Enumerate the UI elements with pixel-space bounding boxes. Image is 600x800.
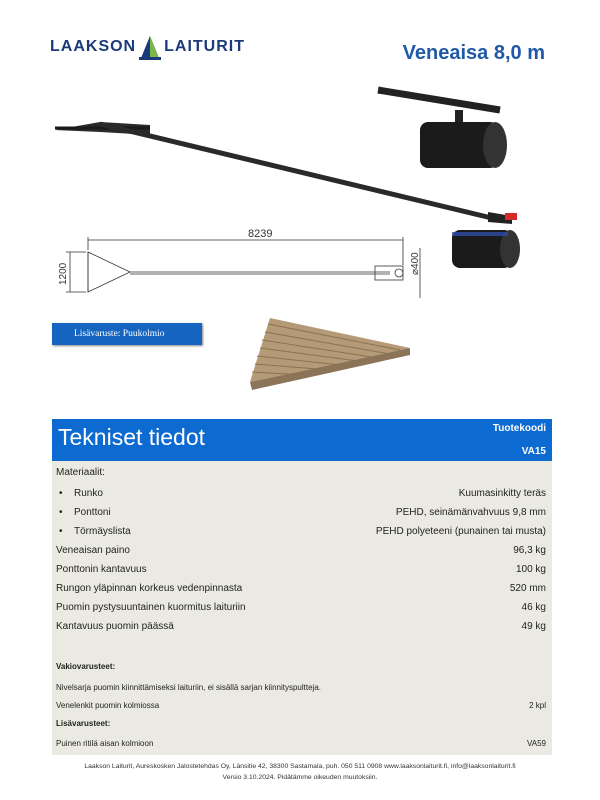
- materials-row: • Törmäyslista PEHD polyeteeni (punainen tai musta): [56, 522, 546, 541]
- bullet-icon: •: [59, 526, 63, 537]
- technical-drawing: [66, 237, 420, 298]
- length-dimension: 8239: [248, 228, 273, 240]
- logo-word-1: LAAKSON: [50, 38, 137, 55]
- bullet-icon: •: [59, 488, 63, 499]
- product-code: VA15: [521, 446, 546, 457]
- pontoon-detail: [378, 90, 507, 168]
- standard-item: Venelenkit puomin kolmiossa 2 kpl: [56, 701, 546, 710]
- standard-item: Nivelsarja puomin kiinnittämiseksi laituriin, ei sisällä sarjan kiinnityspultteja.: [56, 683, 321, 692]
- product-title: Veneaisa 8,0 m: [402, 42, 545, 64]
- width-dimension: 1200: [58, 262, 69, 285]
- standard-equipment-heading: Vakiovarusteet:: [56, 662, 116, 671]
- spec-row: Veneaisan paino 96,3 kg: [56, 545, 546, 556]
- tech-specs-header: [52, 419, 552, 461]
- pontoon-front: [452, 230, 520, 268]
- boom-3d-render: [55, 90, 520, 268]
- tech-specs-heading: Tekniset tiedot: [58, 424, 206, 450]
- tech-specs-panel: [52, 461, 552, 755]
- materials-row: • Runko Kuumasinkitty teräs: [56, 484, 546, 503]
- spec-row: Kantavuus puomin päässä 49 kg: [56, 621, 546, 632]
- footer-contact: Laakson Laiturit, Aureskosken Jalostetehdas Oy, Länsitie 42, 38300 Sastamala, puh. 050 511 0908 www.laaksonlaiturit.fi, info@laaksonlaiturit.fi: [84, 763, 516, 770]
- company-logo: [50, 30, 245, 64]
- spec-row: Ponttonin kantavuus 100 kg: [56, 564, 546, 575]
- product-code-label: Tuotekoodi: [492, 423, 546, 434]
- extras-item: Puinen ritilä aisan kolmioon VA59: [56, 739, 546, 748]
- wooden-triangle-image: [240, 310, 420, 410]
- accessory-tag: Lisävaruste: Puukolmio: [52, 323, 202, 345]
- spec-row: Rungon yläpinnan korkeus vedenpinnasta 520 mm: [56, 583, 546, 594]
- logo-mark-icon: [139, 34, 161, 60]
- bullet-icon: •: [59, 507, 63, 518]
- materials-row: • Ponttoni PEHD, seinämänvahvuus 9,8 mm: [56, 503, 546, 522]
- extras-heading: Lisävarusteet:: [56, 719, 111, 728]
- diameter-dimension: ⌀400: [410, 252, 421, 275]
- spec-row: Puomin pystysuuntainen kuormitus laituriin 46 kg: [56, 602, 546, 613]
- footer-version: Versio 3.10.2024. Pidätämme oikeuden muutoksiin.: [222, 774, 378, 781]
- materials-heading: Materiaalit:: [56, 467, 105, 478]
- logo-word-2: LAITURIT: [164, 38, 245, 55]
- product-drawing: [0, 80, 600, 310]
